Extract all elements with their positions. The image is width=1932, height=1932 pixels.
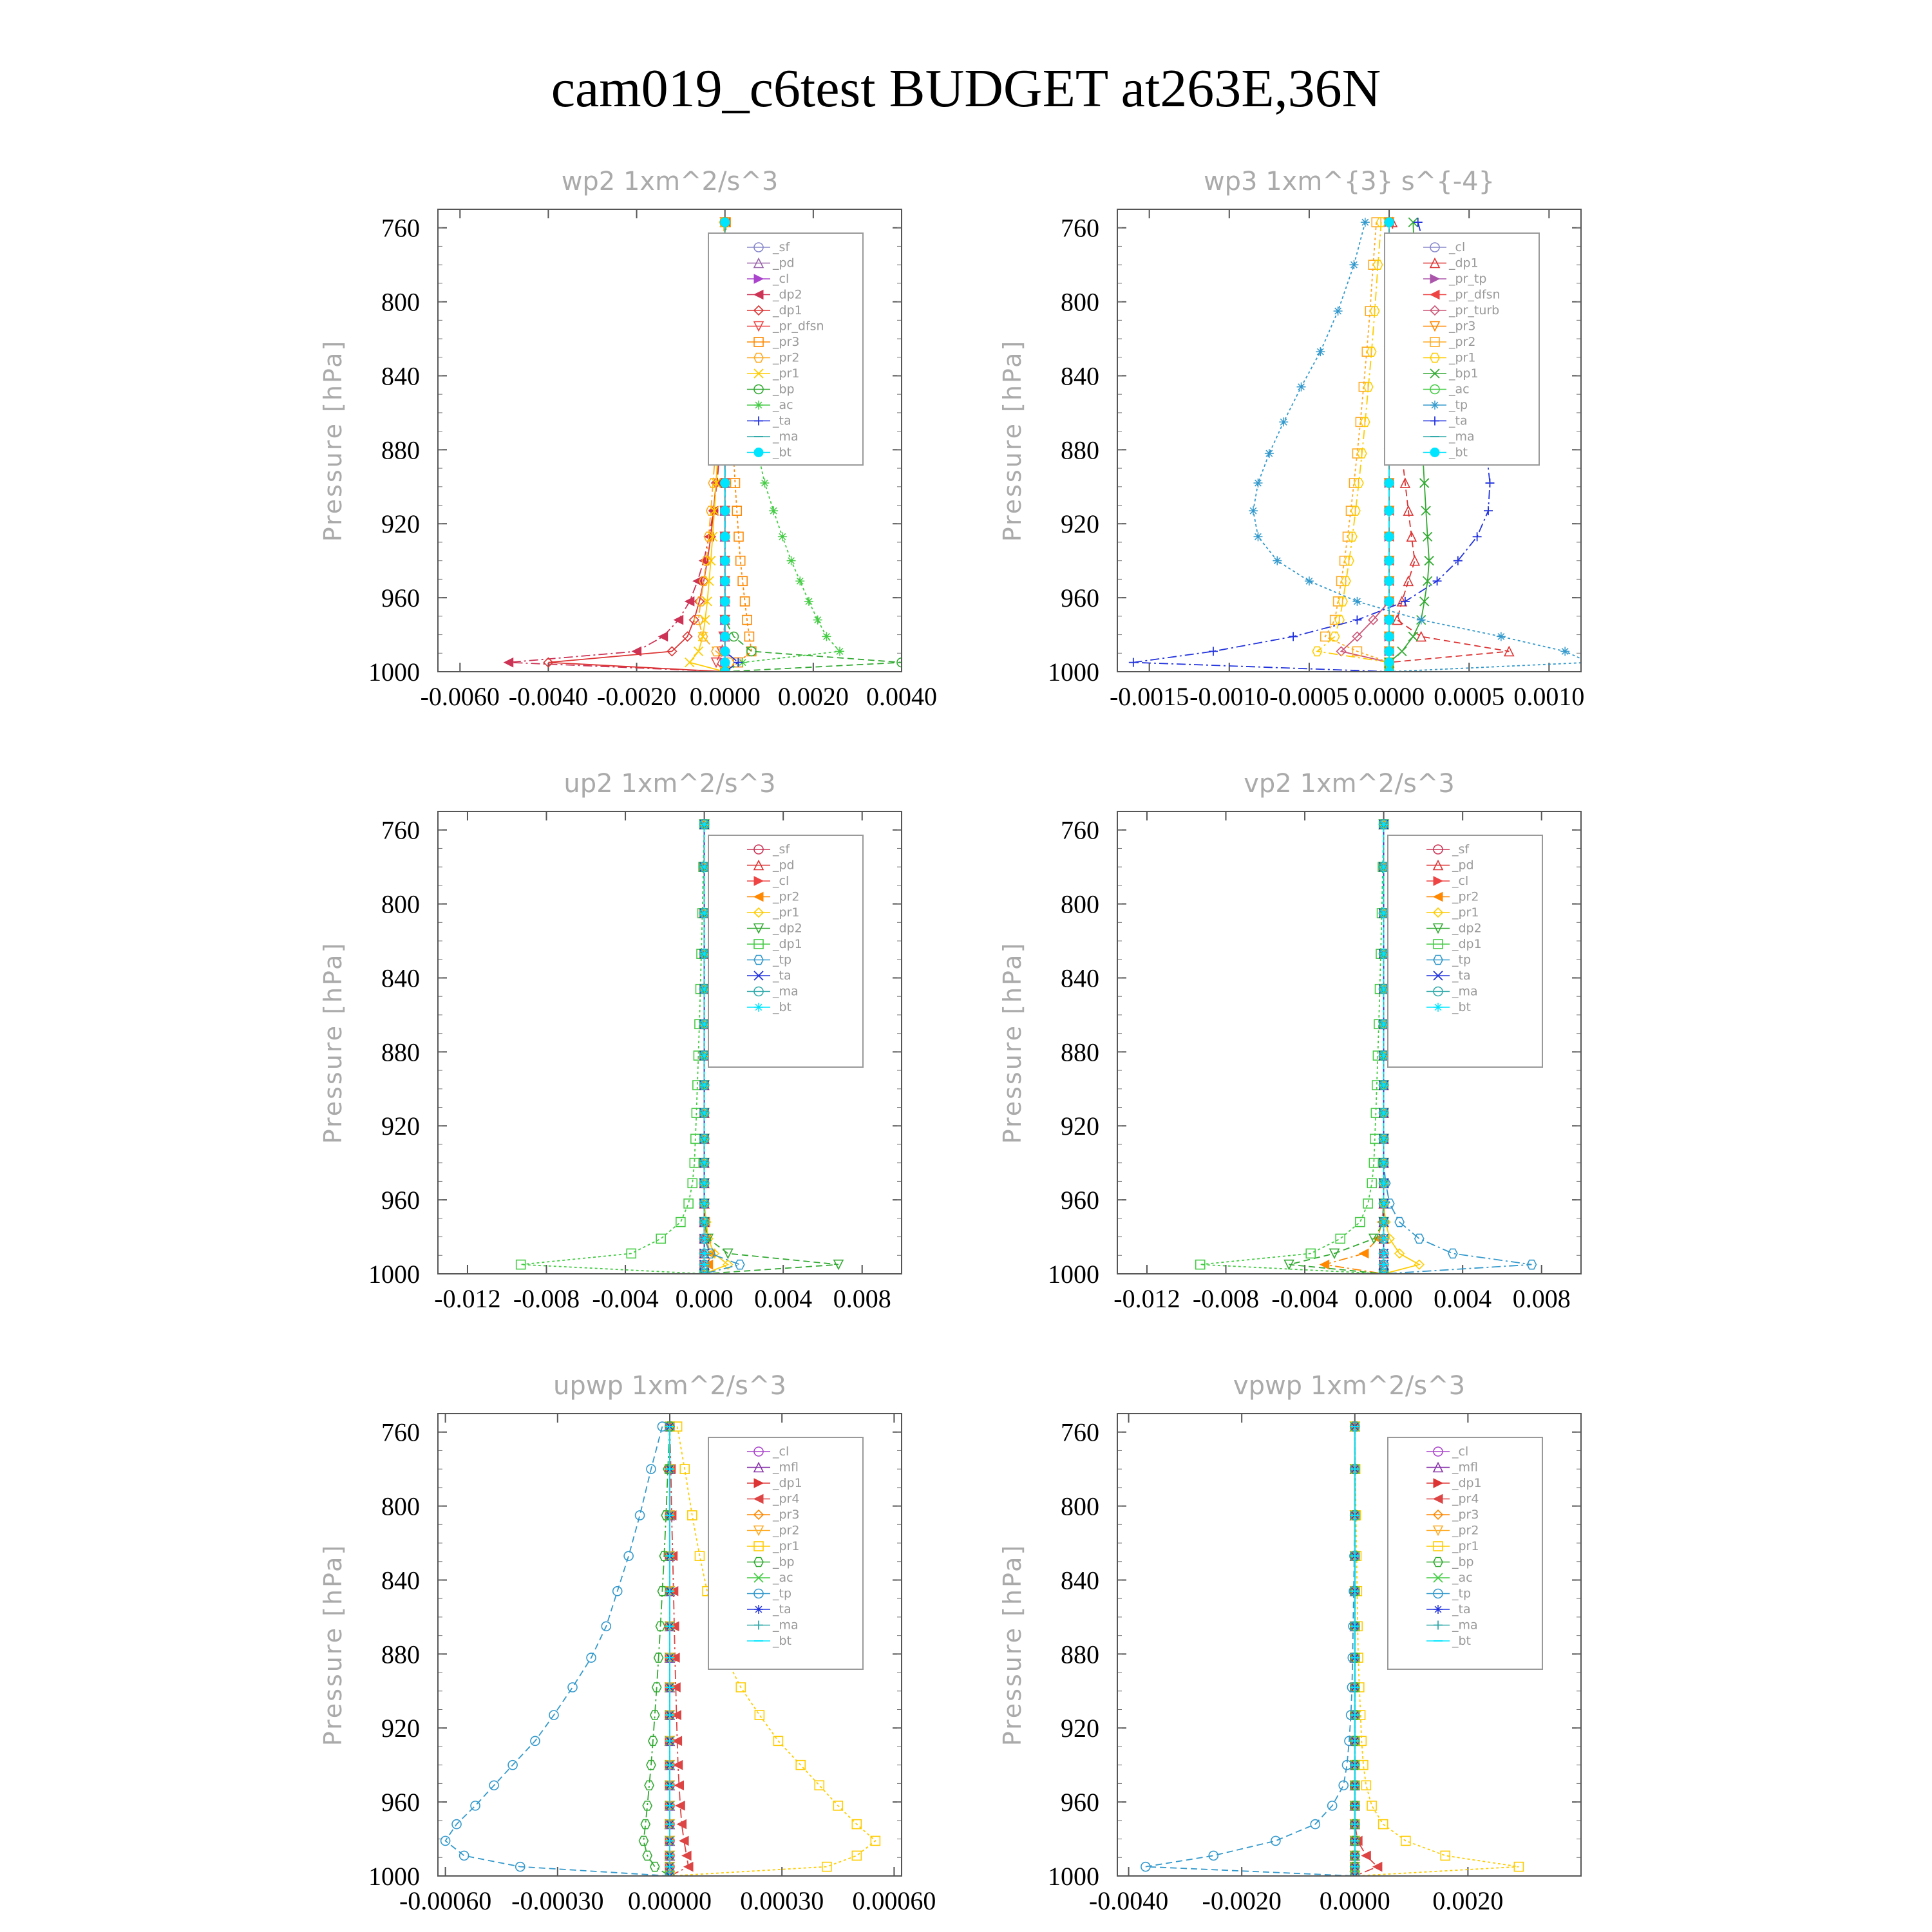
panel-4: [998, 769, 1581, 1313]
y-tick-label: 960: [1061, 583, 1099, 613]
data-point: [721, 478, 730, 488]
x-tick-label: -0.0020: [596, 682, 677, 711]
data-point: [778, 532, 787, 541]
legend-label: _ma: [1452, 1618, 1478, 1633]
data-point: [1385, 506, 1394, 515]
legend-label: _ta: [773, 1602, 791, 1616]
data-point: [1379, 1260, 1388, 1269]
legend-label: _cl: [1452, 874, 1469, 888]
data-point: [1379, 820, 1388, 829]
legend-label: _pd: [773, 256, 795, 270]
series-line-dp1: [521, 824, 705, 1274]
data-point: [1379, 862, 1388, 871]
data-point: [460, 1851, 469, 1860]
data-point: [769, 506, 778, 515]
x-tick-label: 0.0040: [866, 682, 937, 711]
legend-label: _pr_turb: [1449, 303, 1500, 317]
data-point: [822, 1862, 831, 1871]
legend-label: _pd: [773, 858, 795, 873]
legend-label: _pr_dfsn: [773, 319, 824, 334]
legend-label: _ma: [773, 430, 799, 444]
legend-label: _pr_dfsn: [1449, 287, 1501, 302]
y-tick-label: 880: [1061, 1640, 1099, 1669]
data-point: [721, 506, 730, 515]
legend-label: _cl: [773, 272, 790, 286]
legend-label: _ma: [1449, 430, 1475, 444]
x-tick-label: -0.00060: [399, 1886, 492, 1915]
legend-label: _bt: [1449, 445, 1468, 460]
data-point: [471, 1801, 480, 1810]
y-tick-label: 1000: [1048, 1260, 1099, 1289]
x-tick-label: -0.012: [434, 1284, 501, 1313]
data-point: [1361, 218, 1370, 227]
y-tick-label: 800: [1061, 287, 1099, 317]
legend-label: _dp2: [773, 287, 802, 302]
y-tick-label: 960: [1061, 1788, 1099, 1817]
legend-label: _pr1: [773, 366, 800, 381]
data-point: [721, 218, 730, 227]
data-point: [684, 1199, 693, 1208]
data-point: [1379, 1199, 1388, 1208]
data-point: [1410, 556, 1419, 565]
x-tick-label: -0.0060: [420, 682, 500, 711]
data-point: [1379, 1179, 1388, 1188]
y-tick-label: 880: [1061, 435, 1099, 465]
y-tick-label: 920: [381, 1112, 420, 1141]
legend-label: _ac: [1452, 1571, 1473, 1585]
legend-label: _pr2: [773, 889, 800, 904]
data-point: [721, 532, 730, 541]
y-tick-label: 800: [1061, 1492, 1099, 1521]
data-point: [815, 1781, 824, 1790]
legend-label: _bt: [773, 1634, 792, 1648]
legend-label: _sf: [773, 240, 790, 254]
data-point: [1359, 1249, 1368, 1258]
y-tick-label: 880: [1061, 1037, 1099, 1067]
legend-label: _cl: [773, 1444, 790, 1459]
x-tick-label: -0.008: [1192, 1284, 1260, 1313]
data-point: [639, 1836, 648, 1845]
y-axis-label: Pressure [hPa]: [319, 1543, 347, 1747]
legend-marker: [1434, 1003, 1443, 1012]
y-tick-label: 800: [1061, 889, 1099, 919]
panel-5: [319, 1371, 936, 1915]
x-tick-label: 0.004: [754, 1284, 813, 1313]
legend-label: _pr2: [1452, 889, 1479, 904]
y-tick-label: 880: [381, 1640, 420, 1669]
legend-label: _mfl: [773, 1460, 799, 1475]
panel-title: vp2 1xm^2/s^3: [1244, 769, 1455, 799]
legend-label: _dp1: [773, 1476, 802, 1490]
panel-title: vpwp 1xm^2/s^3: [1233, 1371, 1466, 1401]
data-point: [1316, 347, 1325, 356]
x-tick-label: 0.008: [833, 1284, 891, 1313]
data-point: [721, 647, 730, 656]
y-tick-label: 840: [1061, 361, 1099, 391]
data-point: [795, 576, 804, 585]
legend-label: _ma: [1452, 984, 1478, 999]
page-title: cam019_c6test BUDGET at263E,36N: [551, 59, 1381, 118]
data-point: [735, 1260, 744, 1269]
legend-marker: [1430, 448, 1439, 457]
data-point: [1361, 1851, 1370, 1860]
y-tick-label: 960: [381, 1186, 420, 1215]
y-tick-label: 920: [1061, 509, 1099, 539]
data-point: [624, 1551, 633, 1560]
legend-label: _bp: [773, 382, 795, 397]
x-tick-label: 0.0020: [1432, 1886, 1504, 1915]
y-axis-label: Pressure [hPa]: [998, 339, 1027, 542]
series-line-dp1: [548, 222, 724, 672]
y-tick-label: 800: [381, 889, 420, 919]
legend-label: _bt: [773, 445, 792, 460]
legend-label: _pr2: [1449, 335, 1476, 349]
data-point: [1334, 307, 1343, 316]
legend-label: _ma: [773, 1618, 799, 1633]
x-tick-label: -0.004: [1271, 1284, 1338, 1313]
data-point: [1385, 556, 1394, 565]
x-tick-label: 0.0000: [1354, 682, 1425, 711]
y-tick-label: 840: [381, 963, 420, 993]
data-point: [1385, 597, 1394, 606]
y-tick-label: 1000: [1048, 658, 1099, 687]
x-tick-label: -0.0005: [1269, 682, 1349, 711]
data-point: [1379, 1234, 1388, 1243]
data-point: [1385, 532, 1394, 541]
data-point: [755, 1710, 764, 1719]
legend-label: _tp: [1452, 1586, 1472, 1601]
y-tick-label: 920: [1061, 1714, 1099, 1743]
x-tick-label: 0.0000: [689, 682, 761, 711]
data-point: [685, 658, 694, 667]
x-tick-label: 0.00030: [740, 1886, 824, 1915]
x-tick-label: -0.004: [592, 1284, 659, 1313]
y-tick-label: 800: [381, 1492, 420, 1521]
legend-label: _tp: [1449, 398, 1468, 412]
legend-label: _ta: [773, 969, 791, 983]
legend-marker: [1434, 1605, 1443, 1614]
legend-label: _pr1: [1452, 905, 1479, 920]
data-point: [1379, 985, 1388, 994]
legend-label: _dp1: [1452, 1476, 1482, 1490]
y-tick-label: 760: [381, 213, 420, 243]
y-tick-label: 840: [381, 1566, 420, 1595]
data-point: [1433, 576, 1442, 585]
data-point: [721, 616, 730, 625]
legend-label: _bp: [1452, 1555, 1474, 1569]
legend-label: _pr2: [773, 1523, 800, 1538]
legend-label: _ma: [773, 984, 799, 999]
legend-label: _pr1: [1452, 1539, 1479, 1553]
data-point: [1401, 597, 1410, 606]
x-tick-label: 0.0010: [1513, 682, 1585, 711]
x-tick-label: -0.0040: [1088, 1886, 1169, 1915]
y-axis-label: Pressure [hPa]: [319, 339, 347, 542]
data-point: [1367, 1801, 1376, 1810]
data-point: [1265, 449, 1274, 458]
x-tick-label: 0.0020: [777, 682, 849, 711]
data-point: [1379, 1019, 1388, 1028]
data-point: [1352, 616, 1361, 625]
series-line-dp1: [1200, 824, 1384, 1274]
y-tick-label: 760: [1061, 815, 1099, 845]
panel-3: [319, 769, 902, 1313]
data-point: [813, 616, 822, 625]
data-point: [1352, 597, 1361, 606]
data-point: [1379, 1081, 1388, 1090]
data-point: [721, 597, 730, 606]
panel-2: [998, 167, 1593, 711]
legend-label: _pr3: [773, 335, 800, 349]
legend-label: _ta: [1452, 1602, 1471, 1616]
y-tick-label: 760: [381, 815, 420, 845]
y-tick-label: 760: [381, 1417, 420, 1447]
legend-label: _pr3: [1452, 1508, 1479, 1522]
panel-title: wp3 1xm^{3} s^{-4}: [1203, 167, 1495, 196]
panel-title: up2 1xm^2/s^3: [564, 769, 776, 799]
data-point: [674, 616, 683, 625]
y-tick-label: 1000: [368, 1260, 420, 1289]
data-point: [1363, 1199, 1372, 1208]
x-tick-label: -0.008: [513, 1284, 580, 1313]
legend-marker: [754, 1605, 763, 1614]
data-point: [1253, 532, 1262, 541]
series-line-tp: [1146, 1426, 1355, 1876]
legend-label: _dp1: [773, 303, 802, 317]
data-point: [694, 647, 703, 656]
legend-label: _pr1: [773, 1539, 800, 1553]
legend-marker: [754, 401, 763, 410]
x-tick-label: -0.0010: [1189, 682, 1269, 711]
data-point: [1379, 1051, 1388, 1060]
data-point: [1584, 658, 1593, 667]
y-tick-label: 880: [381, 1037, 420, 1067]
legend-label: _pr1: [773, 905, 800, 920]
legend: [708, 835, 863, 1067]
x-tick-label: 0.000: [675, 1284, 734, 1313]
y-axis-label: Pressure [hPa]: [998, 941, 1027, 1144]
legend-label: _pr1: [1449, 350, 1476, 365]
legend-label: _cl: [1452, 1444, 1469, 1459]
legend-label: _pr2: [773, 350, 800, 365]
data-point: [1289, 632, 1298, 641]
legend-label: _mfl: [1452, 1460, 1478, 1475]
x-tick-label: -0.00030: [511, 1886, 604, 1915]
legend-label: _tp: [1452, 952, 1472, 967]
x-tick-label: -0.012: [1113, 1284, 1180, 1313]
x-tick-label: 0.0005: [1434, 682, 1505, 711]
series-line-pr1: [1317, 222, 1389, 672]
data-point: [1385, 647, 1394, 656]
legend-label: _dp1: [1449, 256, 1479, 270]
legend-label: _cl: [773, 874, 790, 888]
data-point: [1273, 556, 1282, 565]
legend-label: _ac: [773, 398, 793, 412]
data-point: [804, 597, 813, 606]
data-point: [1305, 576, 1314, 585]
data-point: [721, 632, 730, 641]
legend-marker: [1430, 401, 1439, 410]
legend: [708, 233, 863, 465]
legend-label: _pd: [1452, 858, 1474, 873]
data-point: [636, 1511, 645, 1520]
data-point: [1385, 478, 1394, 488]
data-point: [721, 576, 730, 585]
legend-label: _tp: [773, 1586, 792, 1601]
legend: [708, 1437, 863, 1669]
legend-label: _sf: [773, 842, 790, 857]
panel-title: upwp 1xm^2/s^3: [553, 1371, 786, 1401]
data-point: [721, 556, 730, 565]
legend-label: _bt: [1452, 1634, 1472, 1648]
legend-label: _dp2: [1452, 921, 1482, 936]
y-tick-label: 840: [381, 361, 420, 391]
legend-label: _pr4: [773, 1492, 800, 1506]
y-tick-label: 760: [1061, 1417, 1099, 1447]
data-point: [1415, 1234, 1424, 1243]
x-tick-label: 0.00060: [852, 1886, 936, 1915]
y-tick-label: 960: [381, 1788, 420, 1817]
legend: [1388, 1437, 1542, 1669]
panel-1: [319, 167, 937, 711]
data-point: [656, 1234, 665, 1243]
legend-label: _pr2: [1452, 1523, 1479, 1538]
x-tick-label: -0.0020: [1202, 1886, 1282, 1915]
y-axis-label: Pressure [hPa]: [319, 941, 347, 1144]
data-point: [1379, 1218, 1388, 1227]
data-point: [1385, 616, 1394, 625]
legend-label: _tp: [773, 952, 792, 967]
legend-marker: [754, 1003, 763, 1012]
data-point: [1349, 260, 1358, 269]
y-tick-label: 920: [1061, 1112, 1099, 1141]
data-point: [1297, 383, 1306, 392]
panel-6: [998, 1371, 1581, 1915]
legend-label: _bt: [773, 1000, 792, 1014]
legend-label: _pr3: [1449, 319, 1476, 334]
legend-label: _bp: [773, 1555, 795, 1569]
data-point: [1385, 576, 1394, 585]
legend-label: _sf: [1452, 842, 1470, 857]
data-point: [685, 597, 694, 606]
data-point: [721, 658, 730, 667]
legend-label: _bp1: [1449, 366, 1479, 381]
data-point: [723, 1249, 732, 1258]
legend-label: _ta: [1452, 969, 1471, 983]
legend-label: _pr3: [773, 1508, 800, 1522]
y-tick-label: 960: [1061, 1186, 1099, 1215]
y-tick-label: 920: [381, 509, 420, 539]
series-line-pr2: [1325, 824, 1384, 1274]
legend-label: _pr4: [1452, 1492, 1479, 1506]
data-point: [1209, 647, 1218, 656]
data-point: [659, 632, 668, 641]
y-tick-label: 840: [1061, 1566, 1099, 1595]
data-point: [568, 1683, 577, 1692]
data-point: [1385, 632, 1394, 641]
data-point: [1253, 478, 1262, 488]
y-tick-label: 1000: [368, 658, 420, 687]
data-point: [1385, 218, 1394, 227]
y-tick-label: 1000: [368, 1862, 420, 1891]
y-tick-label: 920: [381, 1714, 420, 1743]
series-line-dp2: [1289, 824, 1384, 1274]
data-point: [1271, 1836, 1280, 1845]
y-tick-label: 1000: [1048, 1862, 1099, 1891]
data-point: [1129, 658, 1138, 667]
data-point: [1484, 506, 1493, 515]
legend-label: _bt: [1452, 1000, 1472, 1014]
x-tick-label: 0.008: [1512, 1284, 1571, 1313]
data-point: [1336, 1234, 1345, 1243]
x-tick-label: 0.004: [1434, 1284, 1492, 1313]
legend-label: _dp1: [1452, 937, 1482, 951]
panel-title: wp2 1xm^2/s^3: [561, 167, 779, 196]
panels: [319, 167, 1593, 1915]
y-tick-label: 840: [1061, 963, 1099, 993]
legend-label: _dp1: [773, 937, 802, 951]
data-point: [1249, 506, 1258, 515]
legend: [1388, 835, 1542, 1067]
legend-label: _ac: [1449, 382, 1470, 397]
y-tick-label: 880: [381, 435, 420, 465]
y-axis-label: Pressure [hPa]: [998, 1543, 1027, 1747]
data-point: [1379, 1134, 1388, 1143]
legend-label: _ac: [773, 1571, 793, 1585]
data-point: [504, 658, 513, 667]
legend-label: _pr_tp: [1449, 272, 1487, 286]
data-point: [835, 647, 844, 656]
y-tick-label: 960: [381, 583, 420, 613]
legend-label: _ta: [773, 413, 791, 428]
data-point: [676, 1801, 685, 1810]
data-point: [760, 478, 769, 488]
data-point: [1279, 417, 1288, 426]
data-point: [695, 1551, 704, 1560]
x-tick-label: -0.0040: [508, 682, 589, 711]
data-point: [1385, 658, 1394, 667]
legend: [1385, 233, 1539, 465]
x-tick-label: -0.0015: [1109, 682, 1189, 711]
series-line-pr_turb: [1341, 222, 1390, 672]
y-tick-label: 760: [1061, 213, 1099, 243]
legend-marker: [754, 448, 763, 457]
data-point: [1408, 632, 1417, 641]
data-point: [1485, 478, 1494, 488]
y-tick-label: 800: [381, 287, 420, 317]
x-tick-label: 0.000: [1354, 1284, 1413, 1313]
legend-label: _ta: [1449, 413, 1468, 428]
data-point: [1397, 647, 1406, 656]
legend-label: _cl: [1449, 240, 1466, 254]
x-tick-label: 0.0000: [1319, 1886, 1390, 1915]
data-point: [1379, 1108, 1388, 1117]
data-point: [1560, 647, 1569, 656]
data-point: [1497, 632, 1506, 641]
data-point: [1414, 218, 1423, 227]
data-point: [852, 1851, 861, 1860]
data-point: [787, 556, 796, 565]
x-tick-label: 0.00000: [628, 1886, 712, 1915]
data-point: [650, 1862, 659, 1871]
legend-label: _dp2: [773, 921, 802, 936]
data-point: [682, 1851, 691, 1860]
